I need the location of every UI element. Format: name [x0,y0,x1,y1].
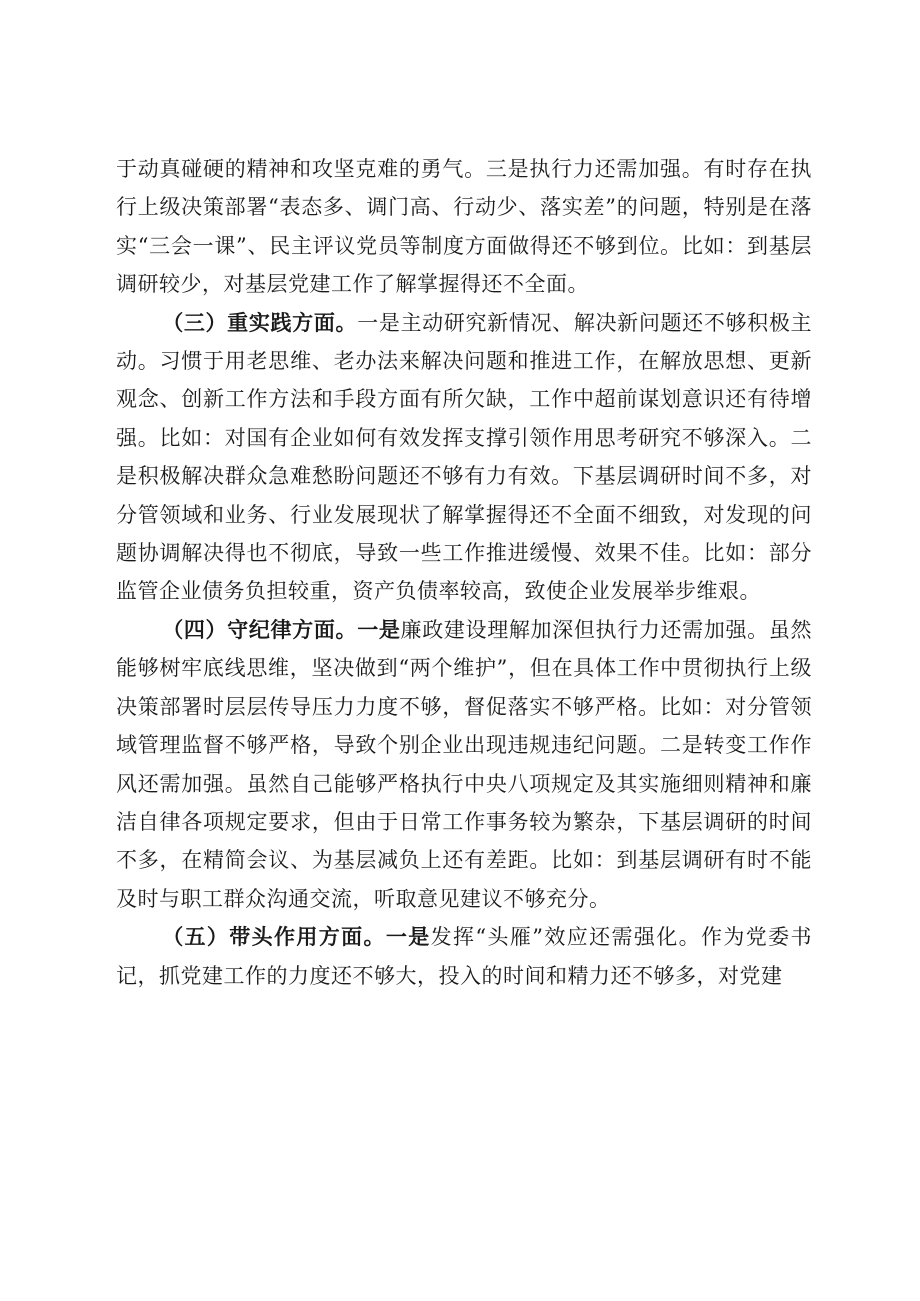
paragraph-text: 发挥“头雁”效应还需强化。作为党委书记，抓党建工作的力度还不够大，投入的时间和精力还不够多，对党建 [116,925,812,988]
paragraph-text: 廉政建设理解加深但执行力还需加强。虽然能够树牢底线思维，坚决做到“两个维护”，但在具体工作中贯彻执行上级决策部署时层层传导压力力度不够，督促落实不够严格。比如：对分管领域管理监督不够严格，导致个别企业出现违规违纪问题。二是转变工作作风还需加强。虽然自己能够严格执行中央八项规定及其实施细则精神和廉洁自律各项规定要求，但由于日常工作事务较为繁杂，下基层调研的时间不多，在精简会议、为基层减负上还有差距。比如：到基层调研有时不能及时与职工群众沟通交流，听取意见建议不够充分。 [116,617,813,911]
paragraph-continuation [116,150,812,304]
section-lead: 一是 [385,924,431,950]
paragraph-section-5 [116,918,812,995]
section-heading: （四）守纪律方面。 [162,616,358,642]
paragraph-text: 一是主动研究新情况、解决新问题还不够积极主动。习惯于用老思维、老办法来解决问题和推进工作，在解放思想、更新观念、创新工作方法和手段方面有所欠缺，工作中超前谋划意识还有待增强。比如：对国有企业如何有效发挥支撑引领作用思考研究不够深入。二是积极解决群众急难愁盼问题还不够有力有效。下基层调研时间不多，对分管领域和业务、行业发展现状了解掌握得还不全面不细致，对发现的问题协调解决得也不彻底，导致一些工作推进缓慢、效果不佳。比如：部分监管企业债务负担较重，资产负债率较高，致使企业发展举步维艰。 [116,310,813,604]
paragraph-section-4 [116,611,812,918]
document-page [116,150,812,995]
section-heading: （三）重实践方面。 [162,309,358,335]
paragraph-text: 于动真碰硬的精神和攻坚克难的勇气。三是执行力还需加强。有时存在执行上级决策部署“表态多、调门高、行动少、落实差”的问题，特别是在落实“三会一课”、民主评议党员等制度方面做得还不够到位。比如：到基层调研较少，对基层党建工作了解掌握得还不全面。 [116,157,812,297]
paragraph-section-3 [116,304,812,611]
section-heading: （五）带头作用方面。 [162,924,386,950]
section-lead: 一是 [357,616,401,642]
